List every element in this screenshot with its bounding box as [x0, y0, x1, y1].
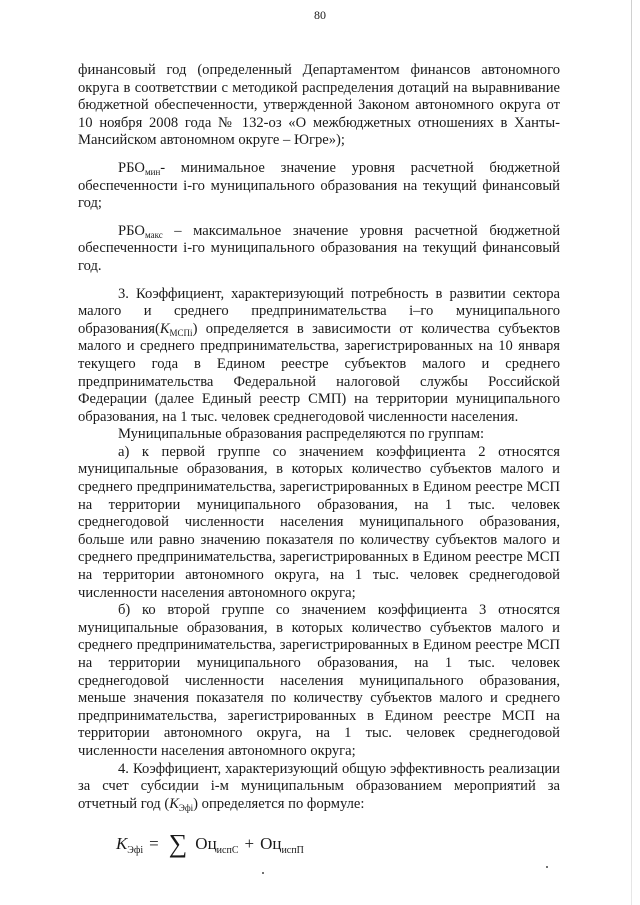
paragraph-coefficient-3 [78, 286, 560, 427]
paragraph-groups-intro: Муниципальные образования распределяются по группам: [118, 426, 485, 443]
formula-equals: = [149, 834, 159, 854]
formula-term-1 [195, 831, 238, 857]
coef4-text-after: ) определяется по формуле: [193, 795, 365, 812]
rbo-min-subscript: мин [144, 166, 161, 177]
paragraph-group-a: а) к первой группе со значением коэффициента 2 относятся муниципальные образования, в которых количество субъектов малого и среднего предпринимательства, зарегистрированных в Едином реестре МСП на территории муниципального образования, на 1 тыс. человек среднегодовой численности населения муниципального образования, больше или равно значению показателя по количеству субъектов малого и среднего предпринимательства, зарегистрированных в Едином реестре МСП на территории автономного округа, на 1 тыс. человек среднегодовой численности населения автономного округа; [78, 443, 560, 601]
paragraph-rbo-min [78, 160, 560, 213]
scan-speck [546, 866, 548, 868]
sum-sigma-icon: ∑ [168, 829, 188, 859]
coef3-text-after: ) определяется в зависимости от количества субъектов малого и среднего предпринимательства, зарегистрированных на 10 января текущего года в Едином реестре субъектов малого и среднего предпринимательства Федеральной налоговой службы Российской Федерации (далее Единый реестр СМП) на территории муниципального образования, на 1 тыс. человек среднегодовой численности населения. [78, 320, 560, 425]
coef3-k-symbol: К [159, 320, 170, 337]
scan-speck [262, 872, 264, 874]
rbo-max-symbol: РБО [118, 222, 145, 239]
formula-lhs-symbol: К [116, 834, 128, 854]
paragraph-coefficient-4 [78, 761, 560, 814]
formula-term-2-symbol: Оц [260, 834, 282, 854]
formula-keff [116, 831, 560, 857]
scan-edge-shadow [631, 0, 632, 905]
page-number: 80 [314, 8, 326, 22]
coef4-text-before: 4. Коэффициент, характеризующий общую эффективность реализации за счет субсидии i-м муниципальным образованием мероприятий за отчетный год ( [78, 760, 560, 812]
formula-plus: + [244, 834, 255, 854]
paragraph-rbo-max [78, 223, 560, 276]
rbo-min-symbol: РБО [118, 159, 145, 176]
coef4-k-symbol: К [169, 795, 179, 812]
rbo-max-subscript: макс [144, 229, 163, 240]
paragraph-group-b: б) ко второй группе со значением коэффициента 3 относятся муниципальные образования, в которых количество субъектов малого и среднего предпринимательства, зарегистрированных в Едином реестре МСП на территории муниципального образования, на 1 тыс. человек среднегодовой численности населения муниципального образования, меньше значения показателя по количеству субъектов малого и среднего предпринимательства, зарегистрированных в Едином реестре МСП на территории автономного округа, на 1 тыс. человек среднегодовой численности населения автономного округа; [78, 602, 560, 759]
paragraph-financial-year: финансовый год (определенный Департаментом финансов автономного округа в соответствии с методикой распределения дотаций на выравнивание бюджетной обеспеченности, утвержденной Законом автономного округа от 10 ноября 2008 года № 132-оз «О межбюджетных отношениях в Ханты-Мансийском автономном округе – Югре»); [78, 62, 560, 149]
formula-term-1-symbol: Оц [195, 834, 217, 854]
formula-lhs [116, 831, 143, 857]
rbo-max-text: – максимальное значение уровня расчетной бюджетной обеспеченности i-го муниципального образования на текущий финансовый год. [78, 222, 560, 274]
coef3-text-before: 3. Коэффициент, характеризующий потребность в развитии сектора малого и среднего предпринимательства i–го муниципального образования( [78, 285, 560, 337]
coef3-k-subscript: МСПi [169, 327, 193, 338]
rbo-min-text: - минимальное значение уровня расчетной бюджетной обеспеченности i-го муниципального образования на текущий финансовый год; [78, 159, 560, 212]
formula-lhs-subscript: Эфi [127, 845, 144, 857]
coef4-k-subscript: Эфi [178, 802, 194, 813]
formula-term-2 [260, 831, 304, 857]
document-body [78, 62, 560, 857]
formula-term-1-subscript: испС [216, 845, 239, 857]
formula-term-2-subscript: испП [281, 845, 304, 857]
